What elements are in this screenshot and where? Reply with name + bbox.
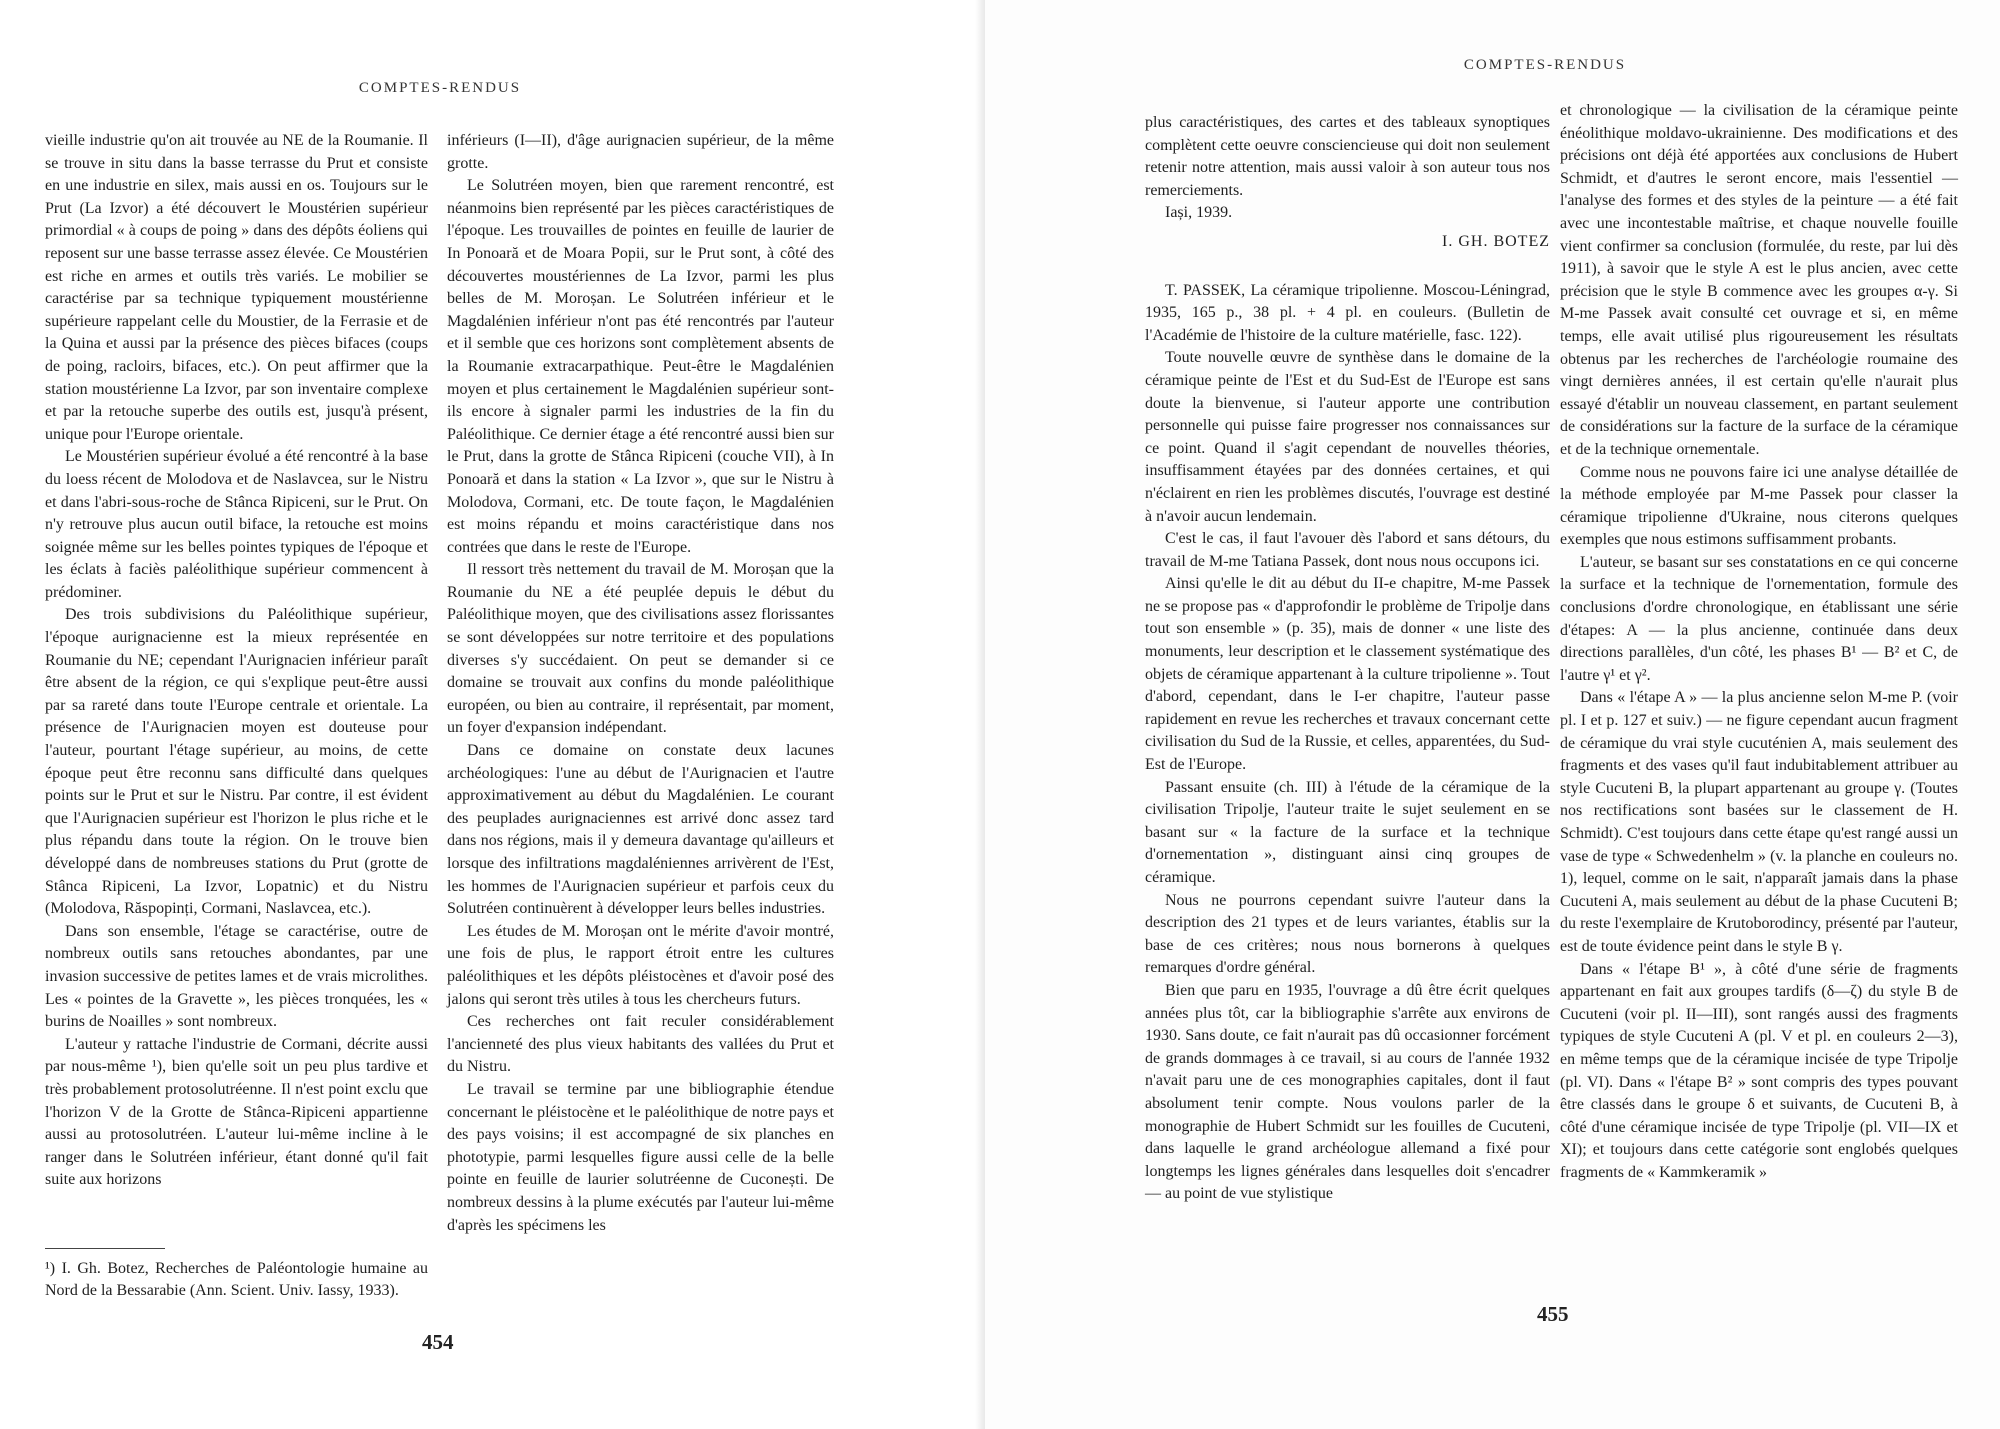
section-spacer bbox=[1145, 254, 1550, 280]
paragraph: Passant ensuite (ch. III) à l'étude de la céramique de la civilisation Tripolje, l'auteur traite le sujet seulement en se basant sur « la facture de la surface et la technique d'ornementation », distinguant ainsi cinq groupes de céramique. bbox=[1145, 778, 1550, 886]
paragraph: Il ressort très nettement du travail de M. Moroșan que la Roumanie du NE a été peuplée depuis le début du Paléolithique moyen, que des civilisations assez florissantes se sont développées sur notre territoire et des populations diverses s'y succédaient. On peut se demander si ce domaine se trouvait aux confins du monde paléolithique européen, ou bien au contraire, il représentait, par moment, un foyer d'expansion indépendant. bbox=[447, 561, 834, 737]
paragraph: Des trois subdivisions du Paléolithique supérieur, l'époque aurignacienne est la mieux représentée en Roumanie du NE; cependant l'Aurignacien inférieur paraît être absent de la région, ce qui s'explique peut-être aussi par sa rareté dans toute l'Europe centrale et orientale. La présence de l'Aurignacien moyen est douteuse pour l'auteur, pourtant l'étage supérieur, au moins, de cette époque peut être reconnu sans difficulté dans quelques points sur le Prut et sur le Nistru. Par contre, il est évident que l'Aurignacien supérieur est l'horizon le plus riche et le plus répandu dans toute la région. On le trouve bien développé dans de nombreuses stations du Prut (grotte de Stânca Ripiceni, La Izvor, Lopatnic) et du Nistru (Molodova, Răspopinți, Cormani, Naslavcea, etc.). bbox=[45, 606, 428, 918]
paragraph: Dans ce domaine on constate deux lacunes archéologiques: l'une au début de l'Aurignacien et l'autre approximativement au début du Magdalénien. Le courant des peuplades aurignaciennes est arrivé donc assez tard dans nos régions, mais il y demeura davantage qu'ailleurs et lorsque des infiltrations magdaléniennes arrivèrent de l'Est, les hommes de l'Aurignacien supérieur et parfois ceux du Solutréen continuèrent à développer leurs belles industries. bbox=[447, 742, 834, 918]
paragraph: Comme nous ne pouvons faire ici une analyse détaillée de la méthode employée par M-me Passek pour classer la céramique tripolienne d'Ukraine, nous citerons quelques exemples que nous estimons suffisamment probants. bbox=[1560, 463, 1958, 549]
paragraph: Le travail se termine par une bibliographie étendue concernant le pléistocène et le paléolithique de notre pays et des pays voisins; il est accompagné de six planches en phototypie, parmi lesquelles figure aussi celle de la belle pointe en feuille de laurier solutréenne de Cuconești. De nombreux dessins à la plume exécutés par l'auteur lui-même d'après les spécimens les bbox=[447, 1080, 834, 1234]
paragraph: Dans son ensemble, l'étage se caractérise, outre de nombreux outils sans retouches abondantes, par une invasion successive de petites lames et de vrais microlithes. Les « pointes de la Gravette », les pièces tronquées, les « burins de Noailles » sont nombreux. bbox=[45, 922, 428, 1031]
left-column-2 bbox=[447, 130, 834, 1237]
paragraph: Le Solutréen moyen, bien que rarement rencontré, est néanmoins bien représenté par les pièces caractéristiques de l'époque. Les trouvailles de pointes en feuille de laurier de In Ponoară et de Moara Popii, sur le Prut sont, à côté des découvertes moustériennes de La Izvor, parmi les plus belles de M. Moroșan. Le Solutréen inférieur et le Magdalénien inférieur n'ont pas été rencontrés par l'auteur et il semble que ces horizons sont complètement absents de la Roumanie extracarpathique. Peut-être le Magdalénien moyen et plus certainement le Magdalénien supérieur sont-ils encore à signaler parmi les industries de la fin du Paléolithique. Ce dernier étage a été rencontré aussi bien sur le Prut, dans la grotte de Stânca Ripiceni (couche VII), à In Ponoară et dans la station « La Izvor », que sur le Nistru à Molodova, Cormani, etc. De toute façon, le Magdalénien est moins répandu et moins caractéristique dans nos contrées que dans le reste de l'Europe. bbox=[447, 177, 834, 556]
paragraph: C'est le cas, il faut l'avouer dès l'abord et sans détours, du travail de M-me Tatiana Passek, dont nous nous occupons ici. bbox=[1145, 530, 1550, 570]
right-column-1-body bbox=[1145, 347, 1550, 1206]
paragraph: Ces recherches ont fait reculer considérablement l'ancienneté des plus vieux habitants des vallées du Prut et du Nistru. bbox=[447, 1013, 834, 1076]
right-page bbox=[985, 0, 2000, 1429]
paragraph: et chronologique — la civilisation de la céramique peinte énéolithique moldavo-ukrainienne. Des modifications et des précisions ont déjà été apportées aux conclusions de Hubert Schmidt, et d'autres le seront encore, mais l'essentiel — l'analyse des formes et des styles de la peinture — a été fait avec une incontestable maîtrise, et chaque nouvelle fouille vient confirmer sa conclusion (formulée, du reste, par lui dès 1911), à savoir que le style A est le plus ancien, avec cette précision que le style B commence avec les groupes α-γ. Si M-me Passek avait consulté cet ouvrage et si, en même temps, elle avait utilisé plus rigoureusement les résultats obtenus par les recherches de l'archéologie roumaine des vingt dernières années, il est certain qu'elle n'aurait plus essayé d'établir un nouveau classement, en partant seulement de considérations sur la facture de la surface de la céramique et de la technique ornementale. bbox=[1560, 102, 1958, 458]
review-signature: I. GH. BOTEZ bbox=[1442, 232, 1550, 250]
footnote: ¹) I. Gh. Botez, Recherches de Paléontologie humaine au Nord de la Bessarabie (Ann. Scient. Univ. Iassy, 1933). bbox=[45, 1260, 428, 1299]
page-number-left: 454 bbox=[422, 1330, 454, 1354]
review-heading: T. PASSEK, La céramique tripolienne. Moscou-Léningrad, 1935, 165 p., 38 pl. + 4 pl. en couleurs. (Bulletin de l'Académie de l'histoire de la culture matérielle, fasc. 122). bbox=[1145, 281, 1550, 344]
left-page bbox=[0, 0, 980, 1429]
page-number-right: 455 bbox=[1537, 1302, 1569, 1326]
paragraph: Bien que paru en 1935, l'ouvrage a dû être écrit quelques années plus tôt, car la bibliographie s'arrête aux environs de 1930. Sans doute, ce fait n'aurait pas dû occasionner forcément de grands dommages à ce travail, si au cours de l'année 1932 n'avait paru une de ces monographies capitales, dont il faut absolument tenir compte. Nous voulons parler de la monographie de Hubert Schmidt sur les fouilles de Cucuteni, dans laquelle le grand archéologue allemand a fixé pour longtemps les lignes générales dans lesquelles doit s'encadrer — au point de vue stylistique bbox=[1145, 981, 1550, 1203]
paragraph: Les études de M. Moroșan ont le mérite d'avoir montré, une fois de plus, le rapport étroit entre les cultures paléolithiques et les dépôts pléistocènes et d'avoir posé des jalons qui seront très utiles à tous les chercheurs futurs. bbox=[447, 922, 834, 1008]
footnote-rule bbox=[45, 1248, 165, 1249]
paragraph: inférieurs (I—II), d'âge aurignacien supérieur, de la même grotte. bbox=[447, 132, 834, 172]
right-column-1 bbox=[1145, 112, 1550, 1206]
left-column-1 bbox=[45, 130, 428, 1192]
paragraph: Toute nouvelle œuvre de synthèse dans le domaine de la céramique peinte de l'Est et du Sud-Est de l'Europe est sans doute la bienvenue, si l'auteur apporte une contribution personnelle qui puisse faire progresser nos connaissances sur ce point. Quand il s'agit cependant de nouvelles théories, insuffisamment étayées par des données certaines, et qui n'éclairent en rien les problèmes discutés, l'ouvrage est destiné à n'avoir aucun lendemain. bbox=[1145, 349, 1550, 525]
paragraph: Dans « l'étape A » — la plus ancienne selon M-me P. (voir pl. I et p. 127 et suiv.) — ne figure cependant aucun fragment de céramique du vrai style cucuténien A, mais seulement des fragments et des vases qu'il faut indubitablement attribuer au style Cucuteni B, la plupart appartenant au groupe γ. (Toutes nos rectifications sont basées sur le classement de H. Schmidt). C'est toujours dans cette étape qu'est rangé aussi un vase de type « Schwedenhelm » (v. la planche en couleurs no. 1), lequel, comme on le sait, n'apparaît jamais dans la phase Cucuteni A, mais seulement au début de la phase Cucuteni B; du reste l'exemplaire de Krutoborodincy, présenté par l'auteur, est de toute évidence peint dans le style B γ. bbox=[1560, 689, 1958, 955]
paragraph: Ainsi qu'elle le dit au début du II-e chapitre, M-me Passek ne se propose pas « d'approfondir le problème de Tripolje dans tout son ensemble » (p. 35), mais de donner « une liste des monuments, leur description et le classement systématique des objets de céramique appartenant à la culture tripolienne ». Tout d'abord, cependant, dans le I-er chapitre, l'auteur passe rapidement en revue les recherches et travaux concernant cette civilisation du Sud de la Russie, et celles, apparentées, du Sud-Est de l'Europe. bbox=[1145, 575, 1550, 774]
running-head-left: COMPTES-RENDUS bbox=[358, 80, 522, 96]
paragraph: L'auteur, se basant sur ses constatations en ce qui concerne la surface et la technique de l'ornementation, formule des conclusions d'ordre chronologique, en établissant une série d'étapes: A — la plus ancienne, continuée dans deux directions parallèles, d'un côté, les phases B¹ — B² et C, de l'autre γ¹ et γ². bbox=[1560, 553, 1958, 684]
paragraph: Le Moustérien supérieur évolué a été rencontré à la base du loess récent de Molodova et de Naslavcea, sur le Nistru et dans l'abri-sous-roche de Stânca Ripiceni, sur le Prut. On n'y retrouve plus aucun outil biface, la retouche est moins soignée même sur les belles pointes typiques de l'époque et les éclats à faciès paléolithique supérieur commencent à prédominer. bbox=[45, 448, 428, 601]
place-date: Iași, 1939. bbox=[1165, 204, 1233, 222]
paragraph: Nous ne pourrons cependant suivre l'auteur dans la description des 21 types et de leurs variantes, établis sur la base de ces critères; nous nous bornerons à quelques remarques d'ordre général. bbox=[1145, 891, 1550, 977]
right-column-2 bbox=[1560, 100, 1958, 1185]
running-head-right: COMPTES-RENDUS bbox=[1463, 57, 1627, 73]
review-closing-paragraph: plus caractéristiques, des cartes et des tableaux synoptiques complètent cette oeuvre consciencieuse qui doit non seulement retenir notre attention, mais aussi valoir à son auteur tous nos remerciements. bbox=[1145, 114, 1550, 199]
paragraph: vieille industrie qu'on ait trouvée au NE de la Roumanie. Il se trouve in situ dans la basse terrasse du Prut et consiste en une industrie en silex, mais aussi en os. Toujours sur le Prut (La Izvor) a été découvert le Moustérien supérieur primordial « à coups de poing » dans des dépôts éoliens qui reposent sur une basse terrasse assez élevée. Ce Moustérien est riche en armes et outils très variés. Le mobilier se caractérise par sa technique typiquement moustérienne supérieure rappelant celle du Moustier, de la Ferrasie et de la Quina et aussi par la présence des pièces bifaces (coups de poing, racloirs, bifaces, etc.). On peut affirmer que la station moustérienne La Izvor, par son inventaire complexe et par la retouche superbe des outils est, jusqu'à présent, unique pour l'Europe orientale. bbox=[45, 132, 428, 443]
paragraph: L'auteur y rattache l'industrie de Cormani, décrite aussi par nous-même ¹), bien qu'elle soit un peu plus tardive et très probablement protosolutréenne. Il n'est point exclu que l'horizon V de la Grotte de Stânca-Ripiceni appartienne aussi au protosolutréen. L'auteur lui-même incline à le ranger dans le Solutréen inférieur, étant donné qu'il fait suite aux horizons bbox=[45, 1035, 428, 1189]
paragraph: Dans « l'étape B¹ », à côté d'une série de fragments appartenant en fait aux groupes tardifs (δ—ζ) du style B de Cucuteni (voir pl. II—III), sont rangés aussi des fragments typiques de style Cucuteni A (pl. V et pl. en couleurs 2—3), en même temps que de la céramique incisée de type Tripolje (pl. VI). Dans « l'étape B² » sont compris des types pouvant être classés dans le groupe δ et suivants, de Cucuteni B, à côté d'une céramique incisée de type Tripolje (pl. VII—IX et XI); et toujours dans cette catégorie sont englobés quelques fragments de « Kammkeramik » bbox=[1560, 960, 1958, 1181]
